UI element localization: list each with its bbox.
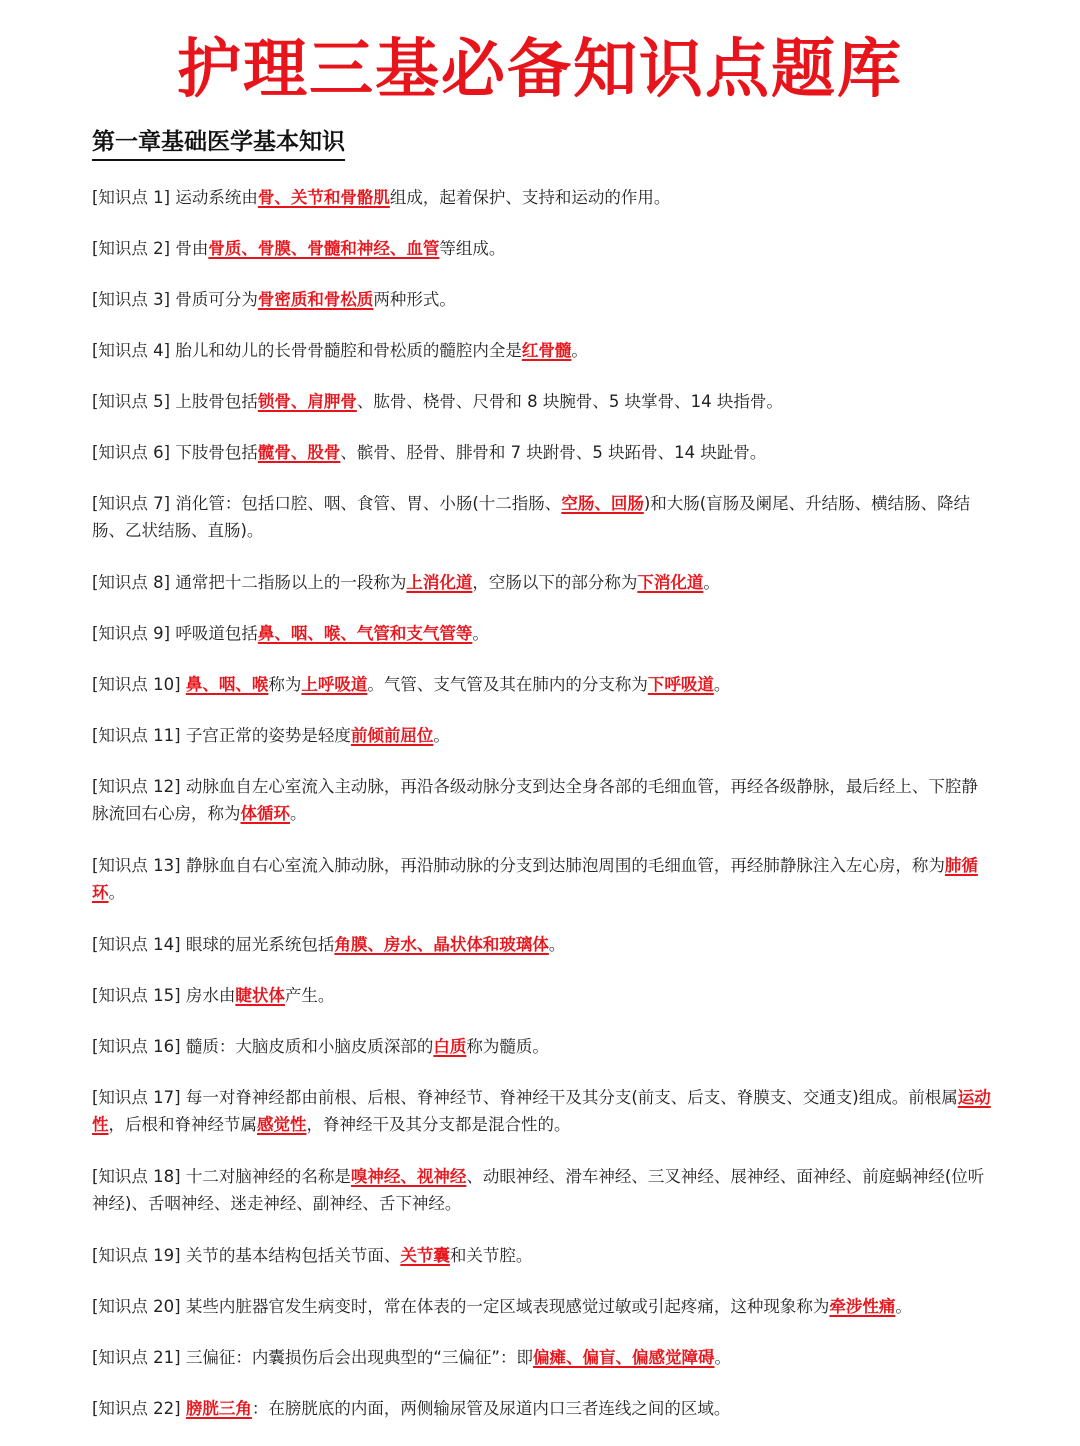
point-text: [知识点 11] 子宫正常的姿势是轻度	[92, 726, 351, 745]
knowledge-point	[92, 235, 992, 286]
point-text: [知识点 10]	[92, 675, 186, 694]
highlighted-term: 白质	[433, 1037, 467, 1056]
highlighted-term: 鼻、咽、喉	[185, 675, 269, 694]
highlighted-term: 关节囊	[400, 1246, 450, 1265]
point-text: 两种形式。	[373, 290, 456, 309]
point-text: 、动眼神经、滑车神经、三叉神经、展神经、面神经、前庭蜗神经(位听神经)、舌咽神经、迷走神经、副神经、舌下神经。	[92, 1167, 985, 1213]
knowledge-point	[92, 852, 992, 931]
knowledge-point	[92, 439, 992, 490]
point-text: [知识点 16] 髓质：大脑皮质和小脑皮质深部的	[92, 1037, 434, 1056]
point-text: 。	[571, 341, 588, 360]
knowledge-point	[92, 1395, 992, 1446]
chapter-heading: 第一章基础医学基本知识	[92, 126, 345, 161]
knowledge-point	[92, 337, 992, 388]
point-text: [知识点 9] 呼吸道包括	[92, 624, 258, 643]
point-text: )和大肠(盲肠及阑尾、升结肠、横结肠、降结肠、乙状结肠、直肠)。	[92, 494, 971, 540]
point-text: 。	[714, 1348, 731, 1367]
point-text: [知识点 5] 上肢骨包括	[92, 392, 258, 411]
point-text: ，后根和脊神经节属	[108, 1115, 257, 1134]
knowledge-point	[92, 1344, 992, 1395]
point-text: 。	[895, 1297, 912, 1316]
highlighted-term: 空肠、回肠	[561, 494, 644, 513]
point-text: 产生。	[284, 986, 335, 1005]
point-text: [知识点 22]	[92, 1399, 186, 1418]
point-text: 、肱骨、桡骨、尺骨和 8 块腕骨、5 块掌骨、14 块指骨。	[356, 392, 783, 411]
point-text: [知识点 17] 每一对脊神经都由前根、后根、脊神经节、脊神经干及其分支(前支、后支、脊膜支、交通支)组成。前根属	[92, 1088, 958, 1107]
knowledge-point	[92, 1163, 992, 1242]
point-text: 。	[290, 804, 307, 823]
point-text: 组成，起着保护、支持和运动的作用。	[389, 188, 671, 207]
highlighted-term: 鼻、咽、喉、气管和支气管等	[257, 624, 473, 643]
point-text: 。	[713, 675, 731, 694]
point-text: 。	[703, 573, 720, 592]
point-text: 、髌骨、胫骨、腓骨和 7 块跗骨、5 块跖骨、14 块趾骨。	[340, 443, 767, 462]
point-text: ：在膀胱底的内面，两侧输尿管及尿道内口三者连线之间的区域。	[251, 1399, 731, 1418]
highlighted-term: 上消化道	[406, 573, 473, 592]
page-title: 护理三基必备知识点题库	[177, 33, 903, 107]
highlighted-term: 红骨髓	[521, 341, 572, 360]
point-text: [知识点 1] 运动系统由	[92, 188, 258, 207]
knowledge-point	[92, 773, 992, 852]
point-text: 。	[108, 883, 125, 902]
point-text: [知识点 15] 房水由	[92, 986, 236, 1005]
point-text: 。	[472, 624, 489, 643]
highlighted-term: 肺循环	[92, 856, 978, 902]
knowledge-point	[92, 671, 992, 722]
knowledge-point	[92, 1084, 992, 1163]
highlighted-term: 下消化道	[637, 573, 704, 592]
point-text: 称为髓质。	[466, 1037, 549, 1056]
highlighted-term: 前倾前屈位	[350, 726, 434, 745]
point-text: [知识点 2] 骨由	[92, 239, 209, 258]
point-text: 。	[433, 726, 450, 745]
highlighted-term: 上呼吸道	[301, 675, 368, 694]
highlighted-term: 下呼吸道	[647, 675, 714, 694]
knowledge-point	[92, 1293, 992, 1344]
point-text: [知识点 13] 静脉血自右心室流入肺动脉，再沿肺动脉的分支到达肺泡周围的毛细血管，再经肺静脉注入左心房，称为	[92, 856, 945, 875]
point-text: [知识点 21] 三偏征：内囊损伤后会出现典型的“三偏征”：即	[92, 1348, 533, 1367]
point-text: [知识点 12] 动脉血自左心室流入主动脉，再沿各级动脉分支到达全身各部的毛细血管，再经各级静脉，最后经上、下腔静脉流回右心房，称为	[92, 777, 978, 823]
highlighted-term: 感觉性	[257, 1115, 307, 1134]
highlighted-term: 牵涉性痛	[829, 1297, 896, 1316]
point-text: ，空肠以下的部分称为	[472, 573, 638, 592]
highlighted-term: 骨、关节和骨骼肌	[257, 188, 390, 207]
knowledge-point	[92, 931, 992, 982]
point-text: 和关节腔。	[449, 1246, 533, 1265]
knowledge-point	[92, 388, 992, 439]
point-text: 等组成。	[439, 239, 506, 258]
highlighted-term: 骨密质和骨松质	[257, 290, 374, 309]
knowledge-point	[92, 1033, 992, 1084]
point-text: [知识点 6] 下肢骨包括	[92, 443, 258, 462]
point-text: [知识点 18] 十二对脑神经的名称是	[92, 1167, 351, 1186]
highlighted-term: 膀胱三角	[185, 1399, 252, 1418]
knowledge-point	[92, 620, 992, 671]
knowledge-point-list	[92, 184, 992, 1446]
knowledge-point	[92, 286, 992, 337]
knowledge-point	[92, 1242, 992, 1293]
point-text: 称为	[268, 675, 302, 694]
highlighted-term: 体循环	[240, 804, 290, 823]
point-text: [知识点 7] 消化管：包括口腔、咽、食管、胃、小肠(十二指肠、	[92, 494, 562, 513]
knowledge-point	[92, 184, 992, 235]
knowledge-point	[92, 982, 992, 1033]
highlighted-term: 骨质、骨膜、骨髓和神经、血管	[208, 239, 440, 258]
highlighted-term: 睫状体	[235, 986, 285, 1005]
point-text: [知识点 20] 某些内脏器官发生病变时，常在体表的一定区域表现感觉过敏或引起疼痛，这种现象称为	[92, 1297, 830, 1316]
knowledge-point	[92, 722, 992, 773]
point-text: 。	[548, 935, 566, 954]
highlighted-term: 髋骨、股骨	[257, 443, 341, 462]
highlighted-term: 运动性	[92, 1088, 991, 1134]
point-text: ，脊神经干及其分支都是混合性的。	[306, 1115, 571, 1134]
highlighted-term: 嗅神经、视神经	[350, 1167, 467, 1186]
highlighted-term: 锁骨、肩胛骨	[257, 392, 357, 411]
point-text: 。气管、支气管及其在肺内的分支称为	[367, 675, 648, 694]
knowledge-point	[92, 569, 992, 620]
point-text: [知识点 14] 眼球的屈光系统包括	[92, 935, 335, 954]
highlighted-term: 角膜、房水、晶状体和玻璃体	[334, 935, 549, 954]
point-text: [知识点 4] 胎儿和幼儿的长骨骨髓腔和骨松质的髓腔内全是	[92, 341, 522, 360]
point-text: [知识点 19] 关节的基本结构包括关节面、	[92, 1246, 401, 1265]
point-text: [知识点 3] 骨质可分为	[92, 290, 258, 309]
point-text: [知识点 8] 通常把十二指肠以上的一段称为	[92, 573, 407, 592]
knowledge-point	[92, 490, 992, 569]
highlighted-term: 偏瘫、偏盲、偏感觉障碍	[532, 1348, 715, 1367]
